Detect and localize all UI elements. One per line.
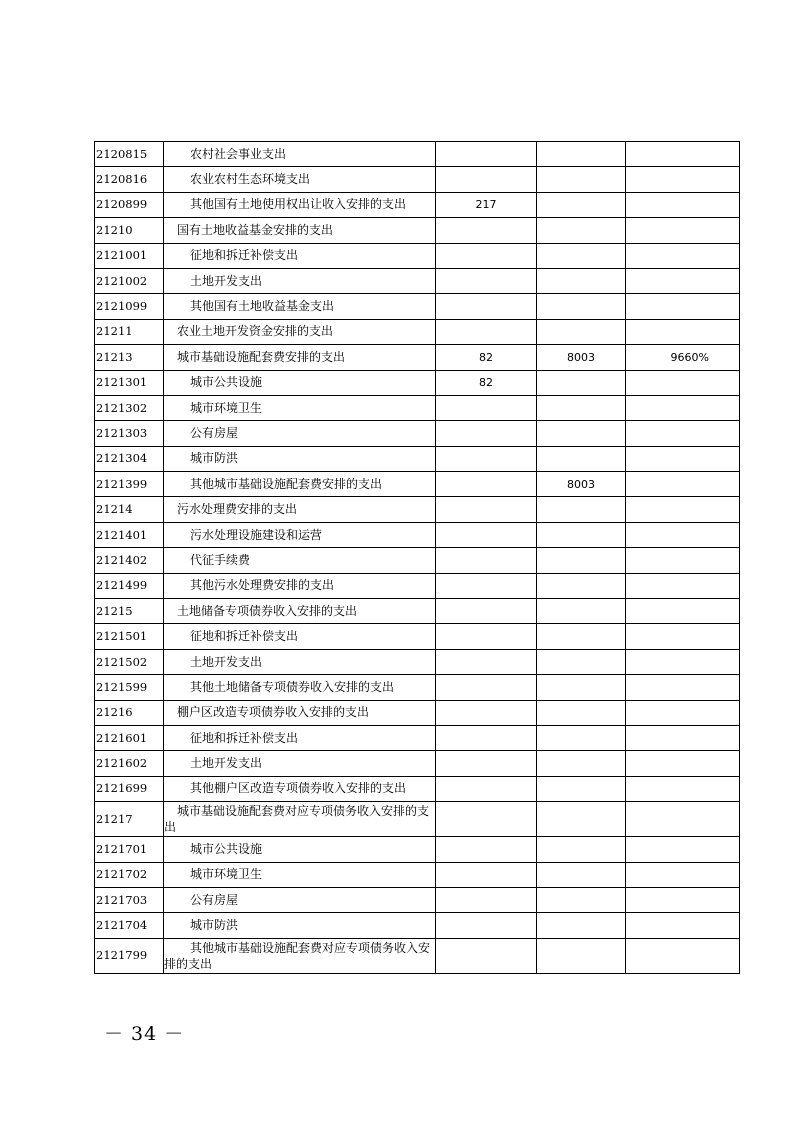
- amount-col-1-cell: 82: [436, 345, 537, 370]
- subject-name-cell: [164, 446, 436, 471]
- subject-name-text: 污水处理费安排的支出: [177, 502, 298, 517]
- amount-col-2-cell: [537, 370, 626, 395]
- table-row: [95, 167, 740, 192]
- amount-col-2-cell: 8003: [537, 345, 626, 370]
- subject-code-cell: 21213: [95, 345, 164, 370]
- subject-name-text: 城市基础设施配套费安排的支出: [177, 349, 346, 364]
- subject-name-text: 其他城市基础设施配套费安排的支出: [190, 476, 383, 491]
- percent-cell: [626, 802, 740, 837]
- subject-name-cell: [164, 395, 436, 420]
- table-row: [95, 675, 740, 700]
- percent-cell: [626, 522, 740, 547]
- table-row: [95, 649, 740, 674]
- table-row: [95, 624, 740, 649]
- percent-cell: [626, 268, 740, 293]
- amount-col-2-cell: [537, 599, 626, 624]
- subject-name-cell: [164, 700, 436, 725]
- amount-col-1-cell: [436, 573, 537, 598]
- table-row: [95, 345, 740, 370]
- table-row: [95, 776, 740, 801]
- amount-col-1-cell: [436, 887, 537, 912]
- percent-cell: [626, 675, 740, 700]
- subject-code-cell: 21216: [95, 700, 164, 725]
- amount-col-2-cell: [537, 268, 626, 293]
- subject-name-cell: [164, 776, 436, 801]
- subject-code-cell: 21215: [95, 599, 164, 624]
- subject-code-cell: 2121399: [95, 472, 164, 497]
- amount-col-2-cell: [537, 192, 626, 217]
- subject-code-cell: 2121602: [95, 751, 164, 776]
- subject-code-cell: 2120899: [95, 192, 164, 217]
- subject-name-text: 城市基础设施配套费对应专项债务收入安排的支出: [164, 804, 430, 835]
- subject-name-text: 城市公共设施: [190, 841, 263, 856]
- table-row: [95, 370, 740, 395]
- subject-name-text: 征地和拆迁补偿支出: [190, 629, 299, 644]
- percent-cell: [626, 142, 740, 167]
- subject-name-text: 城市防洪: [190, 451, 239, 466]
- amount-col-2-cell: 8003: [537, 472, 626, 497]
- amount-col-2-cell: [537, 294, 626, 319]
- subject-name-cell: [164, 675, 436, 700]
- percent-cell: [626, 938, 740, 973]
- amount-col-1-cell: [436, 395, 537, 420]
- percent-cell: [626, 497, 740, 522]
- page-number: － 34 －: [104, 1023, 185, 1045]
- table-row: [95, 446, 740, 471]
- table-body: [95, 142, 740, 974]
- amount-col-1-cell: [436, 776, 537, 801]
- subject-name-text: 城市公共设施: [190, 375, 263, 390]
- subject-name-cell: [164, 548, 436, 573]
- subject-name-cell: [164, 599, 436, 624]
- percent-cell: [626, 370, 740, 395]
- amount-col-1-cell: [436, 218, 537, 243]
- subject-code-cell: 2121701: [95, 837, 164, 862]
- percent-cell: [626, 624, 740, 649]
- subject-code-cell: 2121304: [95, 446, 164, 471]
- amount-col-1-cell: [436, 837, 537, 862]
- subject-name-cell: [164, 887, 436, 912]
- percent-cell: [626, 167, 740, 192]
- subject-name-text: 国有土地收益基金安排的支出: [177, 222, 334, 237]
- amount-col-2-cell: [537, 913, 626, 938]
- table-row: [95, 421, 740, 446]
- subject-code-cell: 2121703: [95, 887, 164, 912]
- table-row: [95, 573, 740, 598]
- subject-name-cell: [164, 522, 436, 547]
- subject-code-cell: 2121502: [95, 649, 164, 674]
- table-row: [95, 243, 740, 268]
- percent-cell: [626, 887, 740, 912]
- percent-cell: [626, 700, 740, 725]
- amount-col-1-cell: [436, 294, 537, 319]
- subject-code-cell: 2121704: [95, 913, 164, 938]
- table-row: [95, 887, 740, 912]
- subject-name-text: 公有房屋: [190, 892, 239, 907]
- percent-cell: [626, 573, 740, 598]
- percent-cell: [626, 294, 740, 319]
- subject-code-cell: 2121301: [95, 370, 164, 395]
- table-row: [95, 802, 740, 837]
- amount-col-1-cell: [436, 319, 537, 344]
- table-row: [95, 913, 740, 938]
- percent-cell: [626, 218, 740, 243]
- subject-name-cell: [164, 802, 436, 837]
- table-row: [95, 725, 740, 750]
- subject-name-cell: [164, 268, 436, 293]
- subject-name-text: 城市环境卫生: [190, 400, 263, 415]
- subject-name-cell: [164, 497, 436, 522]
- subject-name-text: 其他棚户区改造专项债券收入安排的支出: [190, 781, 407, 796]
- amount-col-1-cell: 217: [436, 192, 537, 217]
- subject-code-cell: 2121702: [95, 862, 164, 887]
- subject-name-text: 污水处理设施建设和运营: [190, 527, 323, 542]
- amount-col-1-cell: [436, 649, 537, 674]
- subject-name-text: 其他国有土地使用权出让收入安排的支出: [190, 197, 407, 212]
- amount-col-2-cell: [537, 497, 626, 522]
- amount-col-1-cell: [436, 751, 537, 776]
- subject-code-cell: 21210: [95, 218, 164, 243]
- amount-col-1-cell: [436, 725, 537, 750]
- amount-col-2-cell: [537, 837, 626, 862]
- percent-cell: [626, 192, 740, 217]
- subject-name-text: 代征手续费: [190, 552, 251, 567]
- percent-cell: [626, 725, 740, 750]
- subject-name-text: 其他污水处理费安排的支出: [190, 578, 335, 593]
- amount-col-2-cell: [537, 395, 626, 420]
- subject-name-text: 征地和拆迁补偿支出: [190, 730, 299, 745]
- subject-name-text: 公有房屋: [190, 425, 239, 440]
- amount-col-2-cell: [537, 624, 626, 649]
- amount-col-2-cell: [537, 887, 626, 912]
- subject-name-text: 土地开发支出: [190, 654, 263, 669]
- table-row: [95, 142, 740, 167]
- amount-col-2-cell: [537, 522, 626, 547]
- subject-name-cell: [164, 319, 436, 344]
- subject-name-text: 城市防洪: [190, 918, 239, 933]
- amount-col-1-cell: [436, 938, 537, 973]
- amount-col-1-cell: [436, 802, 537, 837]
- subject-name-cell: [164, 862, 436, 887]
- subject-name-text: 其他城市基础设施配套费对应专项债务收入安排的支出: [164, 940, 431, 971]
- subject-name-cell: [164, 167, 436, 192]
- amount-col-1-cell: [436, 700, 537, 725]
- amount-col-2-cell: [537, 446, 626, 471]
- percent-cell: 9660%: [626, 345, 740, 370]
- amount-col-1-cell: [436, 497, 537, 522]
- subject-code-cell: 2121099: [95, 294, 164, 319]
- table-row: [95, 548, 740, 573]
- subject-name-cell: [164, 938, 436, 973]
- subject-name-text: 土地储备专项债券收入安排的支出: [177, 603, 358, 618]
- subject-code-cell: 21214: [95, 497, 164, 522]
- amount-col-2-cell: [537, 167, 626, 192]
- amount-col-2-cell: [537, 675, 626, 700]
- percent-cell: [626, 421, 740, 446]
- subject-code-cell: 2121601: [95, 725, 164, 750]
- table-row: [95, 192, 740, 217]
- budget-table-container: [94, 141, 739, 974]
- subject-name-cell: [164, 725, 436, 750]
- amount-col-2-cell: [537, 319, 626, 344]
- table-row: [95, 837, 740, 862]
- subject-name-text: 其他国有土地收益基金支出: [190, 299, 335, 314]
- table-row: [95, 700, 740, 725]
- subject-code-cell: 2120816: [95, 167, 164, 192]
- subject-name-cell: [164, 218, 436, 243]
- subject-code-cell: 2121599: [95, 675, 164, 700]
- amount-col-1-cell: [436, 675, 537, 700]
- subject-name-cell: [164, 913, 436, 938]
- amount-col-2-cell: [537, 802, 626, 837]
- amount-col-1-cell: [436, 243, 537, 268]
- amount-col-1-cell: [436, 624, 537, 649]
- table-row: [95, 862, 740, 887]
- subject-name-text: 棚户区改造专项债券收入安排的支出: [177, 705, 370, 720]
- percent-cell: [626, 776, 740, 801]
- subject-code-cell: 2121699: [95, 776, 164, 801]
- amount-col-2-cell: [537, 218, 626, 243]
- subject-name-text: 农业农村生态环境支出: [190, 172, 311, 187]
- percent-cell: [626, 243, 740, 268]
- amount-col-2-cell: [537, 573, 626, 598]
- amount-col-2-cell: [537, 751, 626, 776]
- percent-cell: [626, 319, 740, 344]
- subject-name-cell: [164, 192, 436, 217]
- amount-col-1-cell: [436, 599, 537, 624]
- amount-col-1-cell: [436, 142, 537, 167]
- percent-cell: [626, 913, 740, 938]
- table-row: [95, 218, 740, 243]
- subject-code-cell: 2121302: [95, 395, 164, 420]
- subject-code-cell: 2121002: [95, 268, 164, 293]
- percent-cell: [626, 751, 740, 776]
- subject-name-cell: [164, 573, 436, 598]
- subject-name-cell: [164, 649, 436, 674]
- table-row: [95, 497, 740, 522]
- amount-col-2-cell: [537, 725, 626, 750]
- subject-name-text: 土地开发支出: [190, 756, 263, 771]
- subject-name-cell: [164, 294, 436, 319]
- amount-col-2-cell: [537, 649, 626, 674]
- amount-col-2-cell: [537, 776, 626, 801]
- percent-cell: [626, 599, 740, 624]
- subject-name-text: 农业土地开发资金安排的支出: [177, 324, 334, 339]
- amount-col-2-cell: [537, 938, 626, 973]
- amount-col-1-cell: [436, 913, 537, 938]
- percent-cell: [626, 395, 740, 420]
- amount-col-2-cell: [537, 421, 626, 446]
- table-row: [95, 268, 740, 293]
- amount-col-1-cell: 82: [436, 370, 537, 395]
- subject-name-cell: [164, 751, 436, 776]
- budget-expenditure-table: [94, 141, 740, 974]
- amount-col-1-cell: [436, 446, 537, 471]
- amount-col-2-cell: [537, 862, 626, 887]
- table-row: [95, 319, 740, 344]
- amount-col-2-cell: [537, 548, 626, 573]
- percent-cell: [626, 862, 740, 887]
- subject-name-text: 农村社会事业支出: [190, 146, 287, 161]
- subject-name-cell: [164, 421, 436, 446]
- amount-col-2-cell: [537, 243, 626, 268]
- table-row: [95, 395, 740, 420]
- amount-col-2-cell: [537, 142, 626, 167]
- table-row: [95, 472, 740, 497]
- table-row: [95, 938, 740, 973]
- subject-name-cell: [164, 837, 436, 862]
- table-row: [95, 522, 740, 547]
- subject-code-cell: 2120815: [95, 142, 164, 167]
- subject-code-cell: 21211: [95, 319, 164, 344]
- percent-cell: [626, 649, 740, 674]
- subject-name-cell: [164, 624, 436, 649]
- subject-name-cell: [164, 370, 436, 395]
- subject-code-cell: 2121401: [95, 522, 164, 547]
- subject-name-cell: [164, 472, 436, 497]
- amount-col-2-cell: [537, 700, 626, 725]
- amount-col-1-cell: [436, 548, 537, 573]
- percent-cell: [626, 837, 740, 862]
- subject-code-cell: 21217: [95, 802, 164, 837]
- subject-code-cell: 2121799: [95, 938, 164, 973]
- subject-name-cell: [164, 243, 436, 268]
- subject-name-text: 城市环境卫生: [190, 867, 263, 882]
- amount-col-1-cell: [436, 472, 537, 497]
- subject-name-cell: [164, 142, 436, 167]
- amount-col-1-cell: [436, 268, 537, 293]
- subject-name-cell: [164, 345, 436, 370]
- percent-cell: [626, 548, 740, 573]
- subject-name-text: 征地和拆迁补偿支出: [190, 248, 299, 263]
- amount-col-1-cell: [436, 167, 537, 192]
- subject-code-cell: 2121501: [95, 624, 164, 649]
- table-row: [95, 751, 740, 776]
- subject-code-cell: 2121402: [95, 548, 164, 573]
- amount-col-1-cell: [436, 522, 537, 547]
- table-row: [95, 294, 740, 319]
- percent-cell: [626, 472, 740, 497]
- subject-code-cell: 2121499: [95, 573, 164, 598]
- amount-col-1-cell: [436, 421, 537, 446]
- subject-code-cell: 2121001: [95, 243, 164, 268]
- subject-code-cell: 2121303: [95, 421, 164, 446]
- amount-col-1-cell: [436, 862, 537, 887]
- subject-name-text: 其他土地储备专项债券收入安排的支出: [190, 679, 395, 694]
- subject-name-text: 土地开发支出: [190, 273, 263, 288]
- table-row: [95, 599, 740, 624]
- percent-cell: [626, 446, 740, 471]
